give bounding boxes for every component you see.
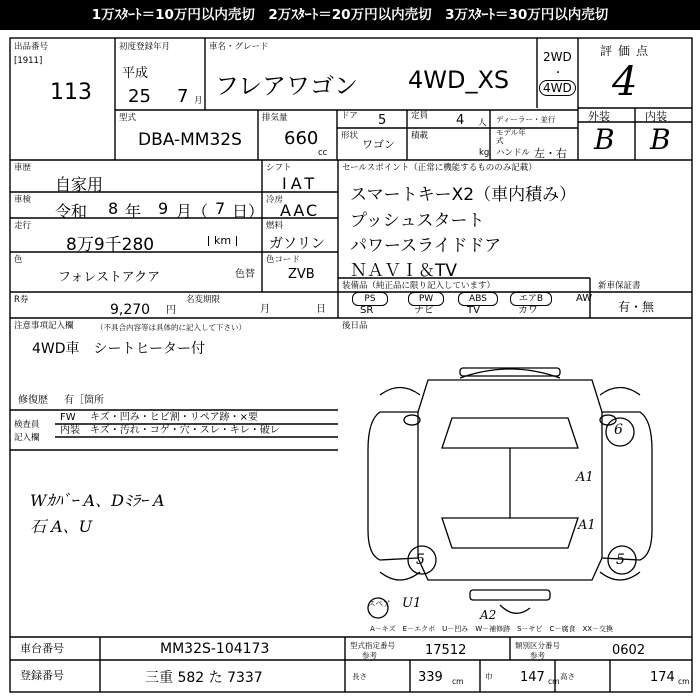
name-change-day: 日 <box>316 304 326 315</box>
width-value: 147 <box>520 670 545 685</box>
int-label: 内装 <box>645 110 667 123</box>
capacity-unit: 人 <box>478 118 487 128</box>
equipment-chip-ps: PS <box>352 292 388 306</box>
load-unit: kg <box>479 148 490 158</box>
after-label: 後日品 <box>342 321 368 331</box>
equipment-chip-pw: PW <box>408 292 444 306</box>
inspector-row2: キズ・汚れ・コゲ・穴・スレ・キレ・破レ <box>90 425 280 436</box>
damage-mark-6: U1 <box>402 596 422 611</box>
sales-points-label: セールスポイント（正常に機能するもののみ記載） <box>342 163 537 173</box>
first-reg-month: 7 <box>177 86 189 107</box>
ac-value: AAC <box>280 201 320 220</box>
color-code-value: ZVB <box>288 267 315 282</box>
ext-grade: B <box>594 123 615 156</box>
load-label: 積載 <box>411 131 429 141</box>
width-unit: cm <box>548 677 560 686</box>
equipment-sr: SR <box>360 305 374 316</box>
length-unit: cm <box>452 677 464 686</box>
notes-sub: （不具合内容等は具体的に記入して下さい） <box>96 323 246 332</box>
length-value: 339 <box>418 670 443 685</box>
model-year-label: モデル年式 <box>496 128 526 145</box>
sales-point-3: パワースライドドア <box>350 236 502 256</box>
class-spec-label: 類別区分番号 <box>515 641 560 650</box>
capacity-value: 4 <box>456 113 465 128</box>
first-reg-label: 初度登録年月 <box>119 42 171 52</box>
length-label: 長さ <box>352 672 367 681</box>
ext-label: 外装 <box>588 110 610 123</box>
rating-label: 評価点 <box>600 44 655 58</box>
capacity-label: 定員 <box>411 111 429 121</box>
type-spec-label: 型式指定番号 <box>350 641 395 650</box>
plate-value: 三重 582 た 7337 <box>145 670 263 686</box>
inspection-day: 7 <box>215 199 226 218</box>
lot-number: 113 <box>50 80 92 105</box>
name-change-label: 名変期限 <box>186 295 221 305</box>
handwritten-note-2: 石 A、U <box>30 517 93 536</box>
drive-dot: ・ <box>553 68 563 79</box>
doors-value: 5 <box>378 113 387 128</box>
damage-mark-2: A1 <box>576 470 594 485</box>
repair-label: 修復歴 <box>18 395 48 406</box>
notes-text: 4WD車 シートヒーター付 <box>32 341 205 357</box>
equipment-tv: TV <box>467 305 480 316</box>
shift-label: シフト <box>266 163 292 173</box>
notes-label: 注意事項記入欄 <box>14 321 74 331</box>
inspection-day-unit: 日） <box>232 202 265 221</box>
repair-value: 有［箇所 <box>64 395 104 406</box>
displacement-label: 排気量 <box>262 113 288 123</box>
recycle-unit: 円 <box>166 305 176 316</box>
ac-label: 冷房 <box>266 195 284 205</box>
mileage-unit: km <box>208 236 237 246</box>
usage-value: 自家用 <box>55 175 104 194</box>
fuel-value: ガソリン <box>269 236 325 252</box>
damage-mark-5: 5 <box>616 552 625 568</box>
color-code-label: 色コード <box>266 255 301 265</box>
inspection-year: 8 <box>108 199 119 218</box>
damage-legend: A－キズ E－エクボ U－凹み W－補修跡 S－サビ C－腐食 XX－交換 <box>370 625 614 633</box>
inspection-era: 令和 <box>55 202 88 221</box>
mileage-value: 8万9千280 <box>66 235 155 255</box>
height-label: 高さ <box>560 672 575 681</box>
name-change-month: 月 <box>260 304 270 315</box>
warranty-value: 有・無 <box>618 300 655 314</box>
auction-banner: 1万ｽﾀｰﾄ＝10万円以内売切 2万ｽﾀｰﾄ＝20万円以内売切 3万ｽﾀｰﾄ＝30万円以内売切 <box>0 0 700 30</box>
inspector-label: 検査員 <box>14 420 40 430</box>
inspection-month-unit: 月（ <box>176 202 209 221</box>
warranty-label: 新車保証書 <box>598 281 641 291</box>
first-reg-era: 平成 <box>122 66 149 81</box>
usage-label: 車歴 <box>14 163 32 173</box>
spare-label: スペア <box>368 599 391 608</box>
color-label: 色 <box>14 255 23 265</box>
handwritten-note-1: Wｶﾊﾞｰ A、Dﾐﾗｰ A <box>30 491 165 510</box>
inspection-year-unit: 年 <box>125 202 142 221</box>
damage-mark-4: 5 <box>416 552 425 568</box>
model-label: 型式 <box>119 113 137 123</box>
equipment-label: 装備品（純正品に限り記入しています） <box>342 281 496 291</box>
lot-code: [1911] <box>14 56 43 66</box>
equipment-aw: AW <box>576 293 593 304</box>
sales-point-4: ＮＡＶＩ＆TV <box>350 261 458 281</box>
equipment-leather: カワ <box>518 305 538 316</box>
color-change-label: 色替 <box>235 269 255 280</box>
dealer-label: ディーラー・並行 <box>496 115 556 124</box>
height-unit: cm <box>678 677 690 686</box>
first-reg-month-unit: 月 <box>194 96 203 106</box>
inspection-label: 車検 <box>14 195 32 205</box>
car-name: フレアワゴン <box>215 72 359 100</box>
inspector-label-2: 記入欄 <box>14 433 40 443</box>
rating-score: 4 <box>612 59 638 105</box>
doors-label: ドア <box>341 111 358 121</box>
displacement-unit: cc <box>318 148 328 158</box>
fuel-label: 燃料 <box>266 221 284 231</box>
recycle-label: R券 <box>14 295 29 305</box>
first-reg-year: 25 <box>128 86 151 107</box>
equipment-chip-airbag: エアB <box>510 292 552 306</box>
car-damage-diagram <box>340 320 692 637</box>
class-spec-sub: 参考 <box>530 651 545 660</box>
recycle-value: 9,270 <box>110 302 151 318</box>
inspection-month: 9 <box>158 199 169 218</box>
equipment-chip-abs: ABS <box>458 292 498 306</box>
chassis-label: 車台番号 <box>20 642 64 655</box>
sales-point-1: スマートキーX2（車内積み） <box>350 185 577 205</box>
shape-value: ワゴン <box>362 138 395 151</box>
handle-label: ハンドル <box>496 148 531 158</box>
type-spec-value: 17512 <box>425 643 467 658</box>
equipment-navi: ナビ <box>414 305 434 316</box>
handle-value: 左・右 <box>534 147 567 160</box>
chassis-value: MM32S-104173 <box>160 641 270 657</box>
car-name-label: 車名・グレード <box>209 42 269 52</box>
damage-mark-3: A1 <box>578 518 596 533</box>
model-code: DBA-MM32S <box>138 130 242 150</box>
plate-label: 登録番号 <box>20 669 64 682</box>
sales-point-2: プッシュスタート <box>350 211 485 231</box>
inspector-row1-head: FW <box>60 412 76 423</box>
damage-mark-1: 6 <box>614 422 623 438</box>
mileage-label: 走行 <box>14 221 32 231</box>
int-grade: B <box>650 123 671 156</box>
class-spec-value: 0602 <box>612 643 646 658</box>
width-label: 巾 <box>485 672 493 681</box>
damage-mark-7: A2 <box>480 608 497 622</box>
drive-2wd: 2WD <box>543 50 572 64</box>
inspector-row1: キズ・凹み・ヒビ割・リペア跡・×要 <box>90 412 258 423</box>
type-spec-sub: 参考 <box>362 651 377 660</box>
shape-label: 形状 <box>341 131 359 141</box>
displacement-value: 660 <box>284 128 319 149</box>
color-value: フォレストアクア <box>58 270 161 285</box>
lot-label: 出品番号 <box>14 42 49 52</box>
drive-4wd-selected: 4WD <box>539 80 576 96</box>
shift-value: IAT <box>282 174 319 193</box>
inspector-row2-head: 内装 <box>60 425 80 436</box>
height-value: 174 <box>650 670 675 685</box>
car-grade: 4WD_XS <box>408 66 510 94</box>
